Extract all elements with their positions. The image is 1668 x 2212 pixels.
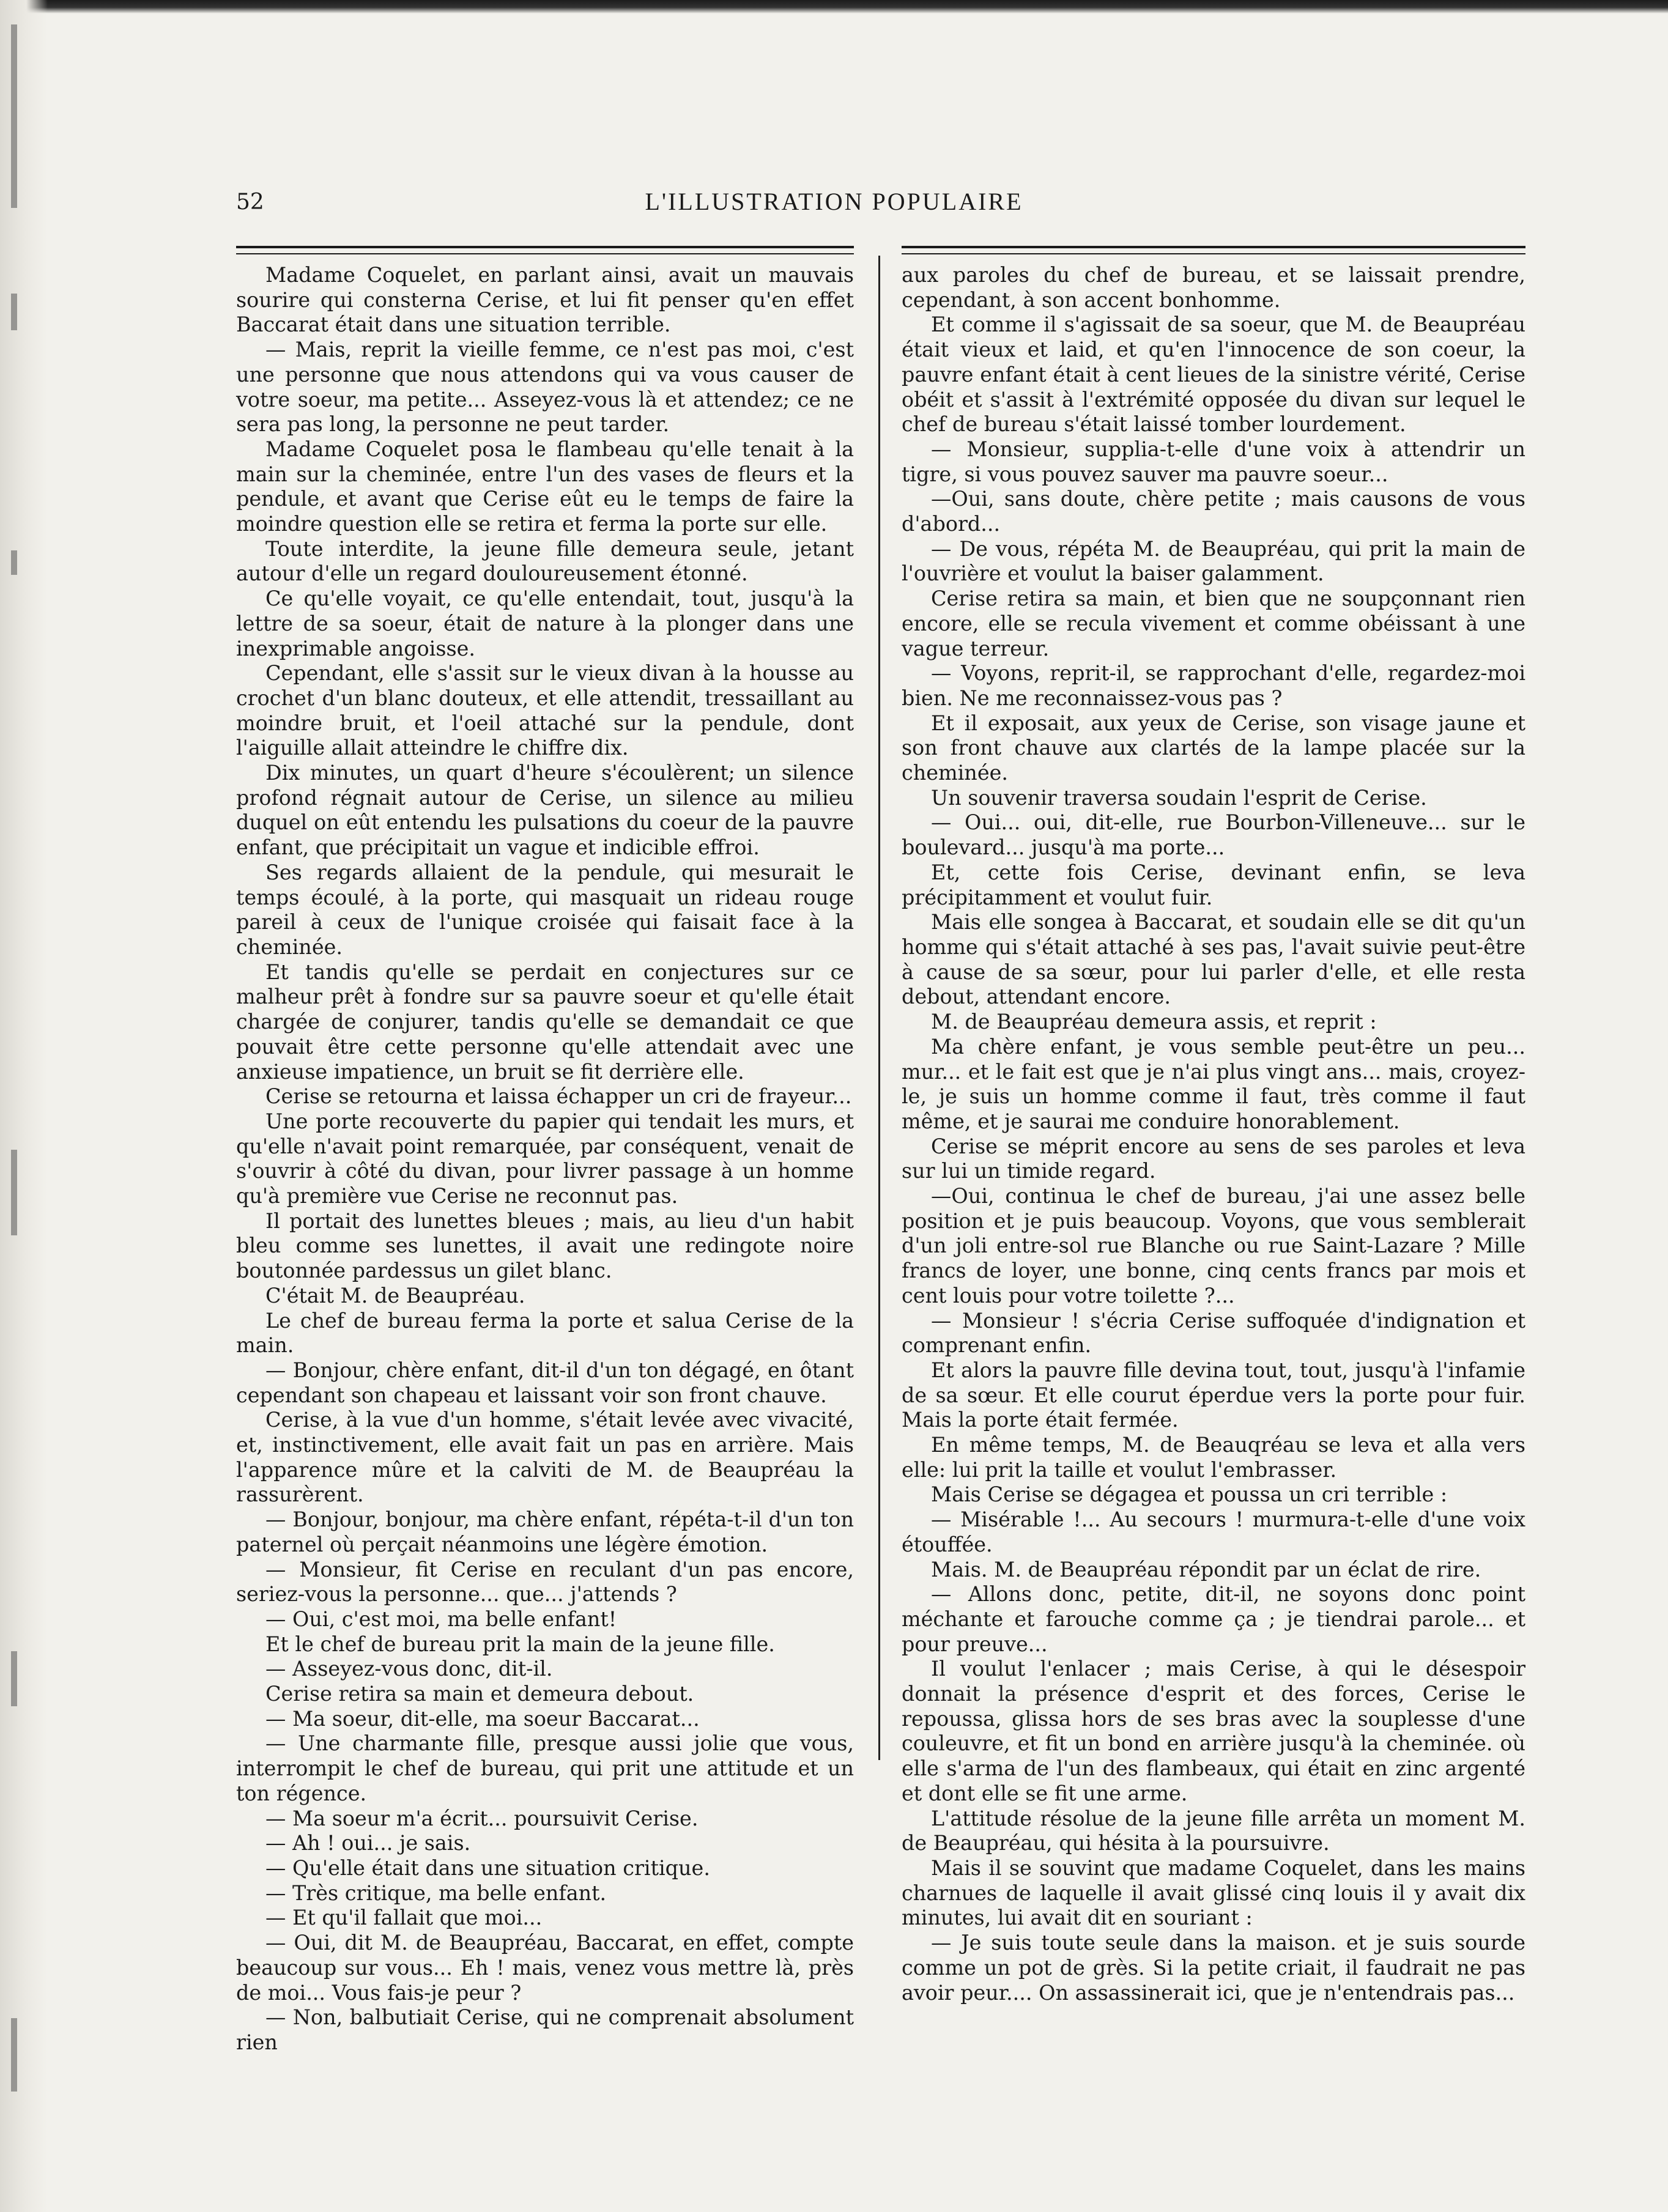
- paragraph: — Voyons, reprit-il, se rapprochant d'elle, regardez-moi bien. Ne me reconnaissez-vous pas ?: [902, 661, 1525, 710]
- paragraph: — Bonjour, chère enfant, dit-il d'un ton dégagé, en ôtant cependant son chapeau et laissant voir son front chauve.: [236, 1358, 854, 1407]
- paragraph: — Monsieur ! s'écria Cerise suffoquée d'indignation et comprenant enfin.: [902, 1308, 1525, 1358]
- paragraph: — Allons donc, petite, dit-il, ne soyons donc point méchante et farouche comme ça ; je tiendrai parole... et pour preuve...: [902, 1582, 1525, 1656]
- paragraph: Un souvenir traversa soudain l'esprit de Cerise.: [931, 785, 1427, 810]
- paragraph: Ses regards allaient de la pendule, qui mesurait le temps écoulé, à la porte, qui masquait un rideau rouge pareil à ceux de l'unique croisée qui faisait face à la cheminée.: [236, 860, 854, 959]
- page-header: [0, 183, 1668, 220]
- paragraph: — Oui... oui, dit-elle, rue Bourbon-Villeneuve... sur le boulevard... jusqu'à ma porte...: [902, 810, 1525, 860]
- column-divider: [878, 256, 880, 1760]
- paragraph: Mais Cerise se dégagea et poussa un cri terrible :: [931, 1482, 1448, 1507]
- paragraph: Cerise, à la vue d'un homme, s'était levée avec vivacité, et, instinctivement, elle avait fait un pas en arrière. Mais l'apparence mûre et la calviti de M. de Beaupréau la rassurèrent.: [236, 1408, 854, 1507]
- header-rule-right-thin: [902, 253, 1525, 254]
- paragraph: C'était M. de Beaupréau.: [265, 1283, 525, 1308]
- paragraph: Mais elle songea à Baccarat, et soudain elle se dit qu'un homme qui s'était attaché à ses pas, l'avait suivie peut-être à cause de sa sœur, pour lui parler d'elle, et elle resta debout, attendant encore.: [902, 910, 1525, 1009]
- paragraph: — Oui, c'est moi, ma belle enfant!: [265, 1607, 617, 1631]
- paragraph: Et, cette fois Cerise, devinant enfin, se leva précipitamment et voulut fuir.: [902, 860, 1525, 909]
- paragraph: Toute interdite, la jeune fille demeura seule, jetant autour d'elle un regard douloureusement étonné.: [236, 536, 854, 586]
- paragraph: Et le chef de bureau prit la main de la jeune fille.: [265, 1632, 775, 1656]
- right-column: [902, 263, 1525, 2005]
- paragraph: — Bonjour, bonjour, ma chère enfant, répéta-t-il d'un ton paternel où perçait néanmoins une légère émotion.: [236, 1507, 854, 1556]
- paragraph: —Oui, sans doute, chère petite ; mais causons de vous d'abord...: [902, 487, 1525, 536]
- paragraph: — Et qu'il fallait que moi...: [265, 1906, 543, 1930]
- paragraph: — Mais, reprit la vieille femme, ce n'est pas moi, c'est une personne que nous attendons qui va vous causer de votre soeur, ma petite... Asseyez-vous là et attendez; ce ne sera pas long, la personne ne peut tarder.: [236, 338, 854, 437]
- paragraph: Mais il se souvint que madame Coquelet, dans les mains charnues de laquelle il avait glissé cinq louis il y avait dix minutes, lui avait dit en souriant :: [902, 1856, 1525, 1930]
- paragraph: — Ma soeur m'a écrit... poursuivit Cerise.: [265, 1806, 699, 1830]
- paragraph: Et il exposait, aux yeux de Cerise, son visage jaune et son front chauve aux clartés de la lampe placée sur la cheminée.: [902, 711, 1525, 785]
- scan-top-edge: [0, 0, 1668, 13]
- paragraph: Une porte recouverte du papier qui tendait les murs, et qu'elle n'avait point remarquée, par conséquent, venait de s'ouvrir à côté du divan, pour livrer passage à un homme qu'à première vue Cerise ne reconnut pas.: [236, 1109, 854, 1208]
- paragraph: Cependant, elle s'assit sur le vieux divan à la housse au crochet d'un blanc douteux, et elle attendit, tressaillant au moindre bruit, et l'oeil attaché sur la pendule, dont l'aiguille allait atteindre le chiffre dix.: [236, 661, 854, 760]
- paragraph: —Oui, continua le chef de bureau, j'ai une assez belle position et je puis beaucoup. Voyons, que vous semblerait d'un joli entre-sol rue Blanche ou rue Saint-Lazare ? Mille francs de loyer, une bonne, cinq cents francs par mois et cent louis pour votre toilette ?...: [902, 1184, 1525, 1308]
- paragraph: aux paroles du chef de bureau, et se laissait prendre, cependant, à son accent bonhomme.: [902, 263, 1525, 312]
- scan-left-edge: [0, 0, 48, 2212]
- left-column: [236, 263, 854, 2055]
- header-rule-left: [236, 246, 854, 248]
- paragraph: — Non, balbutiait Cerise, qui ne comprenait absolument rien: [236, 2005, 854, 2054]
- paragraph: — Misérable !... Au secours ! murmura-t-elle d'une voix étouffée.: [902, 1507, 1525, 1556]
- paragraph: Cerise se méprit encore au sens de ses paroles et leva sur lui un timide regard.: [902, 1134, 1525, 1183]
- paragraph: Cerise retira sa main, et bien que ne soupçonnant rien encore, elle se recula vivement et comme obéissant à une vague terreur.: [902, 586, 1525, 660]
- paragraph: Cerise se retourna et laissa échapper un cri de frayeur...: [265, 1084, 852, 1109]
- paragraph: L'attitude résolue de la jeune fille arrêta un moment M. de Beaupréau, qui hésita à la poursuivre.: [902, 1806, 1525, 1855]
- paragraph: Ce qu'elle voyait, ce qu'elle entendait, tout, jusqu'à la lettre de sa soeur, était de nature à la plonger dans une inexprimable angoisse.: [236, 586, 854, 660]
- paragraph: Dix minutes, un quart d'heure s'écoulèrent; un silence profond régnait autour de Cerise, un silence au milieu duquel on eût entendu les pulsations du coeur de la pauvre enfant, que précipitait un vague et indicible effroi.: [236, 761, 854, 860]
- page-number: 52: [236, 190, 264, 215]
- paragraph: Ma chère enfant, je vous semble peut-être un peu... mur... et le fait est que je n'ai plus vingt ans... mais, croyez-le, je suis un homme comme il faut, très comme il faut même, et je saurai me conduire honorablement.: [902, 1034, 1525, 1133]
- paragraph: — Oui, dit M. de Beaupréau, Baccarat, en effet, compte beaucoup sur vous... Eh ! mais, venez vous mettre là, près de moi... Vous fais-je peur ?: [236, 1931, 854, 2005]
- paragraph: — Ah ! oui... je sais.: [265, 1831, 471, 1855]
- paragraph: M. de Beaupréau demeura assis, et reprit :: [931, 1010, 1377, 1034]
- running-title: L'ILLUSTRATION POPULAIRE: [645, 188, 1023, 215]
- paragraph: En même temps, M. de Beauqréau se leva et alla vers elle: lui prit la taille et voulut l'embrasser.: [902, 1433, 1525, 1482]
- paragraph: Et comme il s'agissait de sa soeur, que M. de Beaupréau était vieux et laid, et qu'en l'innocence de son coeur, la pauvre enfant était à cent lieues de la sinistre vérité, Cerise obéit et s'assit à l'extrémité opposée du divan sur lequel le chef de bureau s'était laissé tomber lourdement.: [902, 313, 1525, 437]
- header-rule-right: [902, 246, 1525, 248]
- paragraph: Il portait des lunettes bleues ; mais, au lieu d'un habit bleu comme ses lunettes, il avait une redingote noire boutonnée pardessus un gilet blanc.: [236, 1208, 854, 1283]
- paragraph: Il voulut l'enlacer ; mais Cerise, à qui le désespoir donnait la présence d'esprit et des forces, Cerise le repoussa, glissa hors de ses bras avec la souplesse d'une couleuvre, et fit un bond en arrière jusqu'à la cheminée. où elle s'arma de l'un des flambeaux, qui était en zinc argenté et dont elle se fit une arme.: [902, 1657, 1525, 1805]
- paragraph: — Asseyez-vous donc, dit-il.: [265, 1657, 553, 1681]
- paragraph: Madame Coquelet posa le flambeau qu'elle tenait à la main sur la cheminée, entre l'un des vases de fleurs et la pendule, et avant que Cerise eût eu le temps de faire la moindre question elle se retira et ferma la porte sur elle.: [236, 437, 854, 536]
- paragraph: — Monsieur, fit Cerise en reculant d'un pas encore, seriez-vous la personne... que... j'attends ?: [236, 1557, 854, 1607]
- paragraph: — De vous, répéta M. de Beaupréau, qui prit la main de l'ouvrière et voulut la baiser galamment.: [902, 536, 1525, 586]
- paragraph: — Je suis toute seule dans la maison. et je suis sourde comme un pot de grès. Si la petite criait, il faudrait ne pas avoir peur.... On assassinerait ici, que je n'entendrais pas...: [902, 1931, 1525, 2005]
- paragraph: Cerise retira sa main et demeura debout.: [265, 1682, 694, 1706]
- header-rule-left-thin: [236, 253, 854, 254]
- paragraph: Et tandis qu'elle se perdait en conjectures sur ce malheur prêt à fondre sur sa pauvre soeur et qu'elle était chargée de conjurer, tandis qu'elle se demandait ce que pouvait être cette personne qu'elle attendait avec une anxieuse impatience, un bruit se fit derrière elle.: [236, 960, 854, 1084]
- paragraph: — Monsieur, supplia-t-elle d'une voix à attendrir un tigre, si vous pouvez sauver ma pauvre soeur...: [902, 437, 1525, 486]
- paragraph: Et alors la pauvre fille devina tout, tout, jusqu'à l'infamie de sa sœur. Et elle courut éperdue vers la porte pour fuir. Mais la porte était fermée.: [902, 1358, 1525, 1432]
- paragraph: — Très critique, ma belle enfant.: [265, 1881, 607, 1905]
- paragraph: — Qu'elle était dans une situation critique.: [265, 1856, 710, 1880]
- paragraph: — Ma soeur, dit-elle, ma soeur Baccarat...: [265, 1706, 700, 1731]
- paragraph: Le chef de bureau ferma la porte et salua Cerise de la main.: [236, 1308, 854, 1358]
- paragraph: Madame Coquelet, en parlant ainsi, avait un mauvais sourire qui consterna Cerise, et lui fit penser qu'en effet Baccarat était dans une situation terrible.: [236, 263, 854, 337]
- paragraph: Mais. M. de Beaupréau répondit par un éclat de rire.: [931, 1557, 1481, 1581]
- paragraph: — Une charmante fille, presque aussi jolie que vous, interrompit le chef de bureau, qui prit une attitude et un ton régence.: [236, 1731, 854, 1805]
